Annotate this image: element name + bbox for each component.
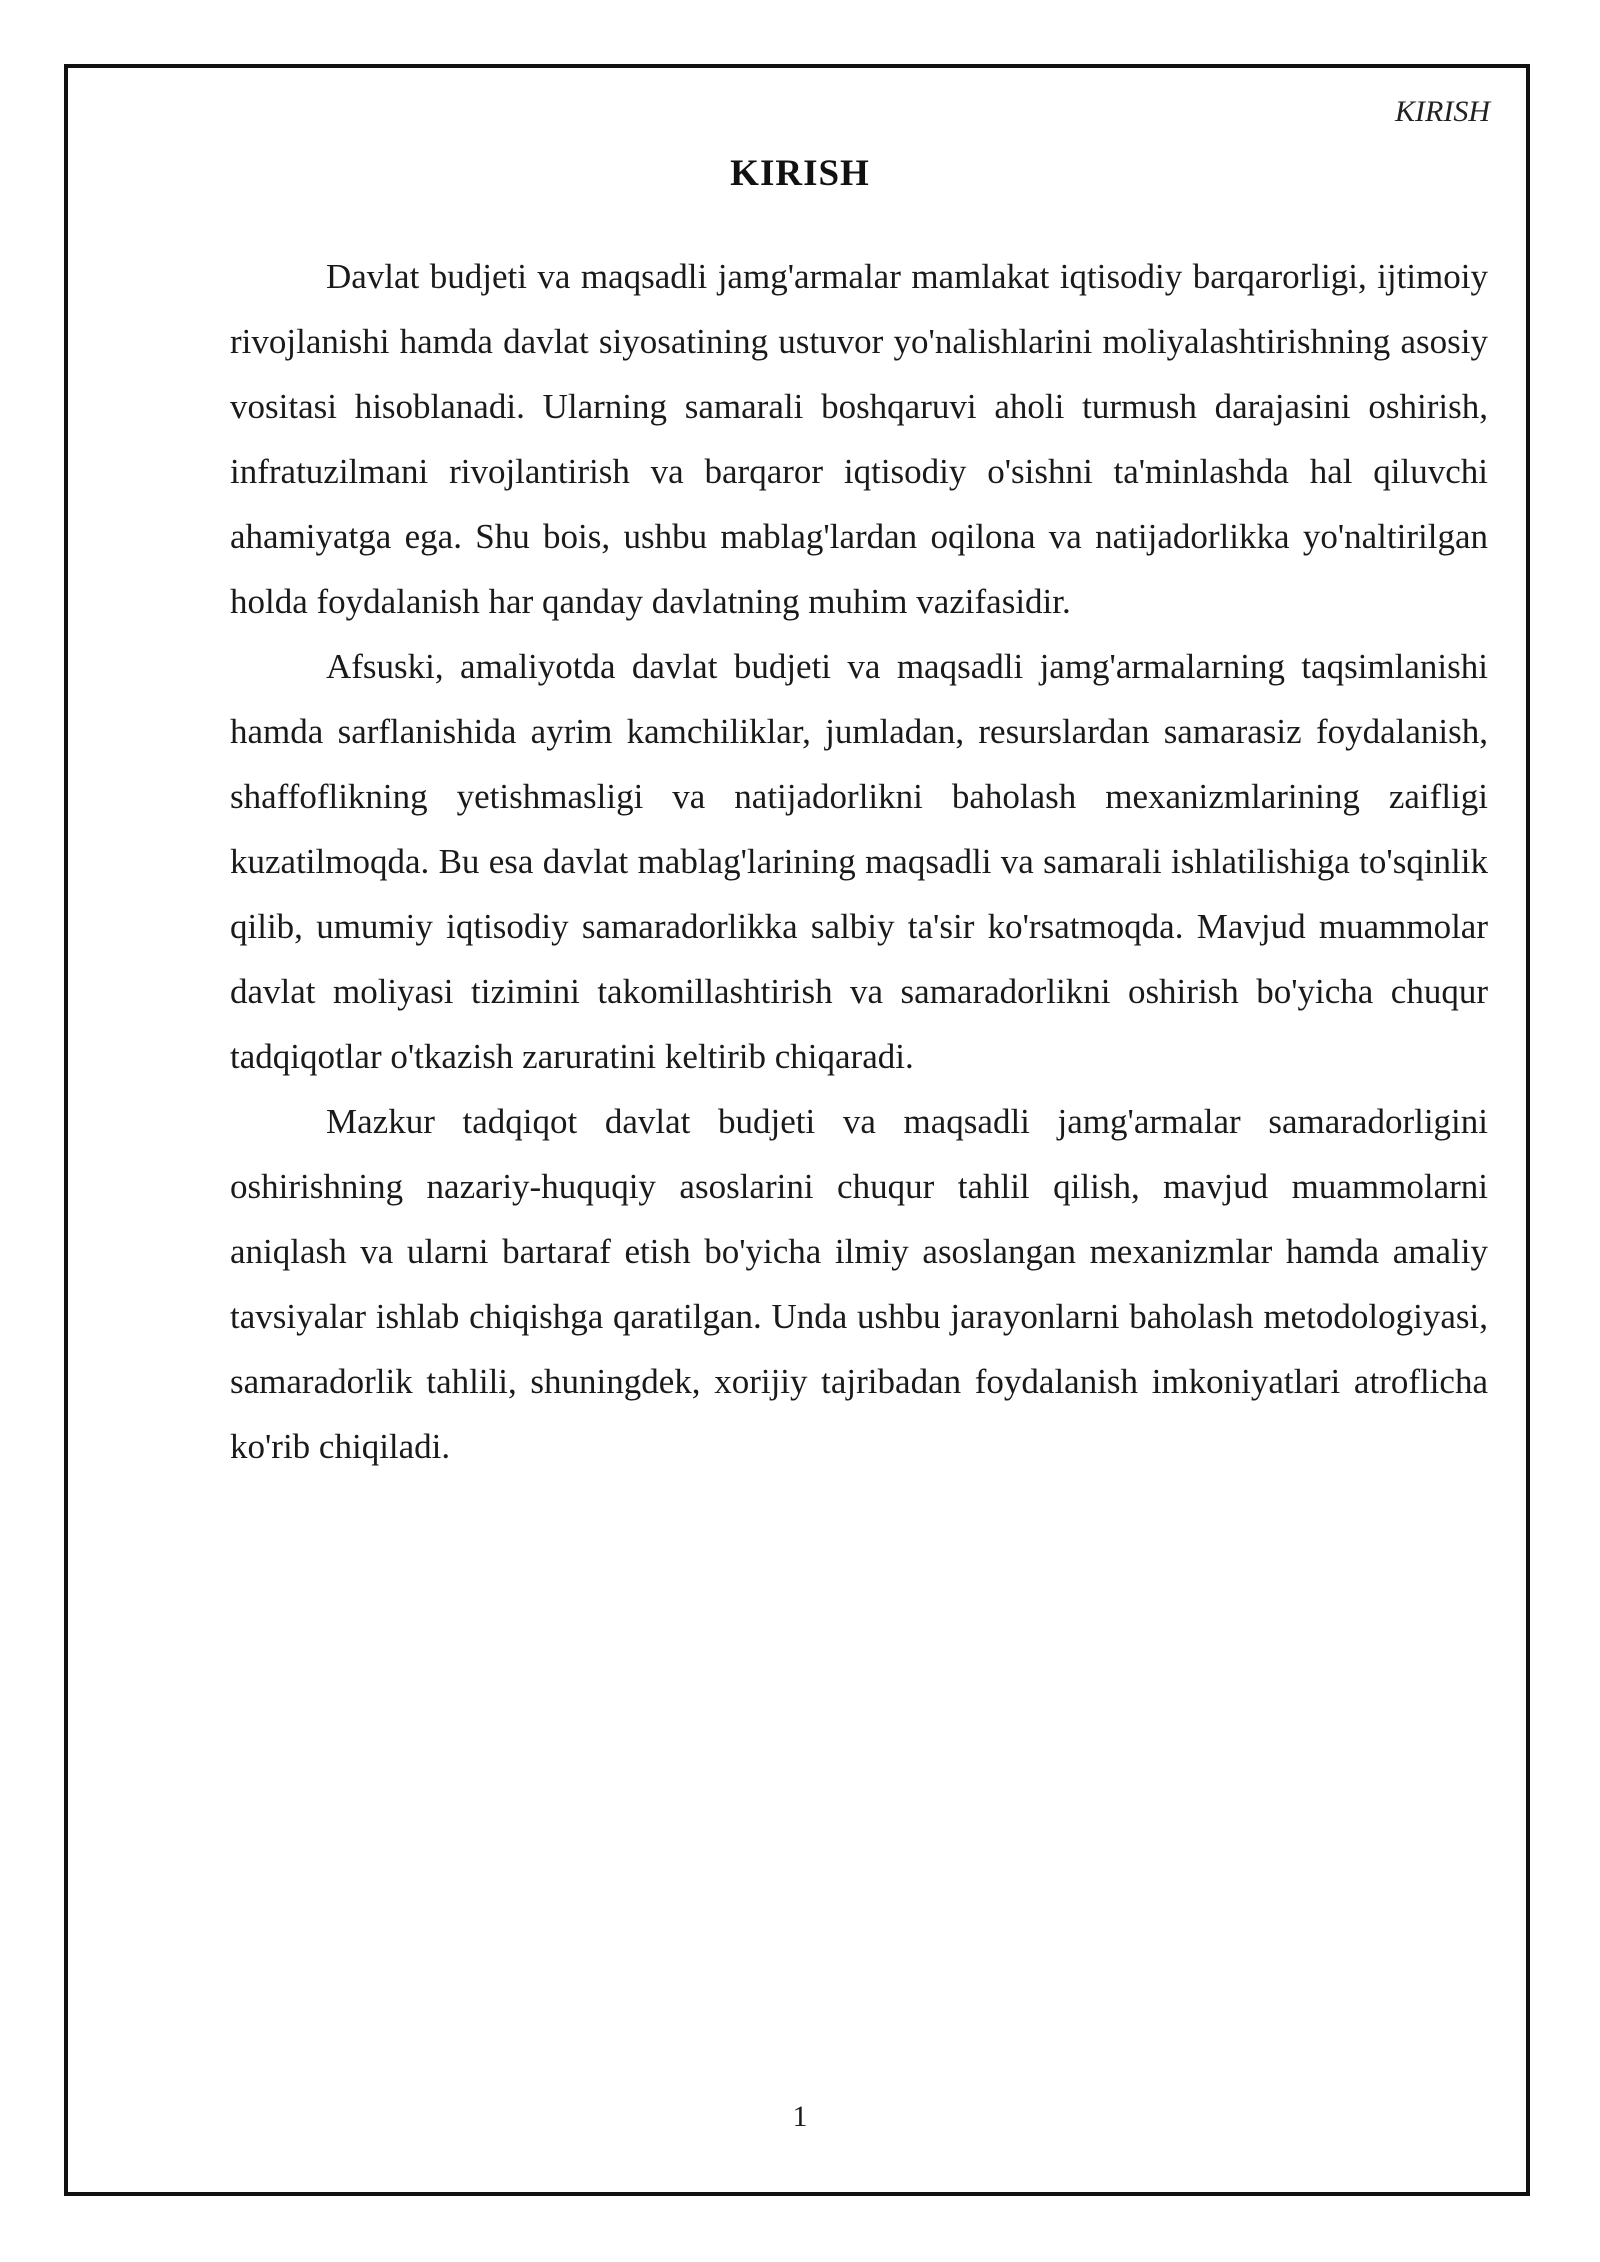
paragraph-1: Davlat budjeti va maqsadli jamg'armalar mamlakat iqtisodiy barqarorligi, ijtimoiy rivojlanishi hamda davlat siyosatining ustuvor yo'nalishlarini moliyalashtirishning asosiy vositasi hisoblanadi. Ularning samarali boshqaruvi aholi turmush darajasini oshirish, infratuzilmani rivojlantirish va barqaror iqtisodiy o'sishni ta'minlashda hal qiluvchi ahamiyatga ega. Shu bois, ushbu mablag'lardan oqilona va natijadorlikka yo'naltirilgan holda foydalanish har qanday davlatning muhim vazifasidir. [230, 257, 1488, 621]
running-header: KIRISH [1395, 95, 1490, 128]
paragraph-2: Afsuski, amaliyotda davlat budjeti va maqsadli jamg'armalarning taqsimlanishi hamda sarflanishida ayrim kamchiliklar, jumladan, resurslardan samarasiz foydalanish, shaffoflikning yetishmasligi va natijadorlikni baholash mexanizmlarining zaifligi kuzatilmoqda. Bu esa davlat mablag'larining maqsadli va samarali ishlatilishiga to'sqinlik qilib, umumiy iqtisodiy samaradorlikka salbiy ta'sir ko'rsatmoqda. Mavjud muammolar davlat moliyasi tizimini takomillashtirish va samaradorlikni oshirish bo'yicha chuqur tadqiqotlar o'tkazish zaruratini keltirib chiqaradi. [230, 647, 1488, 1076]
page-title: KIRISH [730, 153, 870, 194]
body-text [230, 244, 1488, 1479]
paragraph-3: Mazkur tadqiqot davlat budjeti va maqsadli jamg'armalar samaradorligini oshirishning nazariy-huquqiy asoslarini chuqur tahlil qilish, mavjud muammolarni aniqlash va ularni bartaraf etish bo'yicha ilmiy asoslangan mexanizmlar hamda amaliy tavsiyalar ishlab chiqishga qaratilgan. Unda ushbu jarayonlarni baholash metodologiyasi, samaradorlik tahlili, shuningdek, xorijiy tajribadan foydalanish imkoniyatlari atroflicha ko'rib chiqiladi. [230, 1102, 1488, 1466]
page-number: 1 [792, 2100, 808, 2133]
